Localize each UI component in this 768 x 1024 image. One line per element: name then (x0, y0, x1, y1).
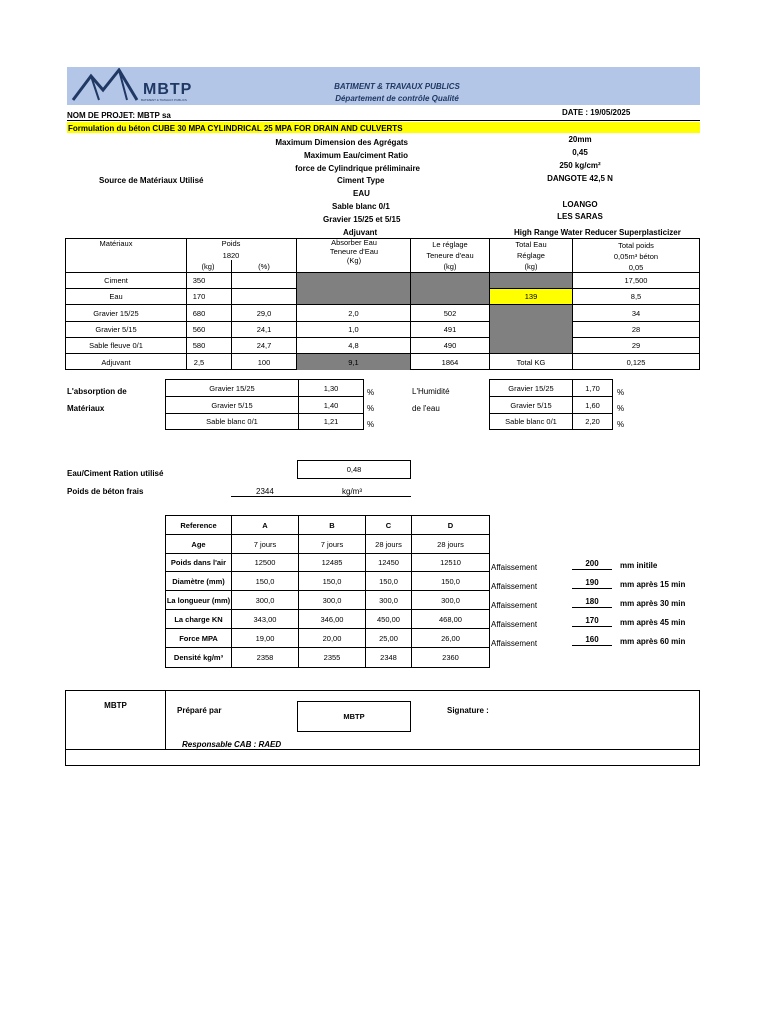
absorption-value: 1,21 (323, 417, 339, 426)
tests-cell: 2355 (323, 653, 341, 662)
slump-note: mm après 15 min (620, 580, 686, 589)
project-date: DATE : 19/05/2025 (562, 108, 631, 117)
logo-subtext: BATIMENT & TRAVAUX PUBLICS (141, 98, 187, 102)
tests-cell: 28 jours (437, 539, 464, 549)
row-material: Ciment (104, 276, 128, 285)
row-absorb: 1,0 (348, 325, 359, 334)
tests-cell: 150,0 (255, 576, 275, 586)
header-reglage-1: Le réglage (432, 239, 468, 249)
slump-label: Affaissement (491, 582, 538, 591)
row-reglage: 1864 (441, 357, 459, 367)
header-reglage-2: Teneure d'eau (426, 250, 474, 260)
row-total-poids: 0,125 (626, 357, 646, 367)
row-kg: 350 (192, 276, 206, 285)
tests-row-label: Force MPA (179, 633, 218, 643)
footer-prepared-value: MBTP (297, 701, 411, 732)
spec-value-3: DANGOTE 42,5 N (547, 174, 613, 183)
slump-label: Affaissement (491, 639, 538, 648)
tests-row-label: La charge KN (174, 614, 223, 624)
tests-cell: 12485 (321, 558, 343, 567)
tests-cell: 2360 (442, 653, 459, 662)
tests-row-label: Densité kg/m³ (173, 653, 224, 662)
humidite-value: 1,70 (585, 383, 600, 393)
slump-value: 160 (585, 635, 599, 644)
spec-value-5: LOANGO (562, 200, 598, 209)
humidite-unit: % (617, 404, 625, 413)
tests-cell: 150,0 (441, 576, 460, 586)
absorption-unit: % (367, 404, 375, 413)
row-absorb: 9,1 (348, 357, 359, 367)
row-reglage: 491 (443, 325, 457, 334)
tests-header-a: A (262, 520, 268, 530)
ratio-value: 0,48 (297, 460, 411, 479)
tests-cell: 450,00 (377, 614, 400, 624)
header-total-eau-1: Total Eau (515, 239, 547, 249)
footer-signature-label: Signature : (447, 706, 489, 715)
humidite-name: Gravier 5/15 (510, 400, 552, 410)
row-total-eau: 139 (524, 292, 538, 301)
header-materiaux: Matériaux (99, 238, 133, 248)
row-total-poids: 17,500 (624, 276, 648, 285)
project-name: NOM DE PROJET: MBTP sa (67, 111, 171, 120)
slump-underline (572, 607, 612, 608)
spec-label-6: Gravier 15/25 et 5/15 (323, 215, 401, 224)
header-absorber-3: (Kg) (346, 256, 362, 265)
slump-note: mm initile (620, 561, 658, 570)
spec-label-7: Adjuvant (343, 228, 378, 237)
absorption-unit: % (367, 420, 375, 429)
tests-row-label: Poids dans l'air (170, 558, 227, 567)
spec-value-7: High Range Water Reducer Superplasticizer (514, 228, 681, 237)
slump-label: Affaissement (491, 620, 538, 629)
tests-header-d: D (447, 520, 454, 530)
header-absorber-1: Absorber Eau (331, 238, 377, 247)
header-poids-total: 1820 (222, 250, 240, 260)
absorption-unit: % (367, 388, 375, 397)
slump-note: mm après 60 min (620, 637, 686, 646)
slump-underline (572, 645, 612, 646)
tests-row-label: Diamètre (mm) (172, 576, 225, 586)
footer-prepared-label: Préparé par (177, 706, 222, 715)
slump-underline (572, 569, 612, 570)
spec-label-4: EAU (353, 189, 370, 198)
humidite-value: 1,60 (585, 400, 600, 410)
row-kg: 580 (192, 341, 206, 350)
footer-org: MBTP (104, 701, 127, 710)
slump-value: 190 (585, 578, 599, 587)
tests-cell: 20,00 (322, 633, 342, 643)
header-kg: (kg) (201, 262, 215, 271)
tests-cell: 150,0 (322, 576, 342, 586)
humidite-unit: % (617, 388, 625, 397)
humidite-label-2: de l'eau (412, 404, 440, 413)
row-kg: 680 (192, 308, 206, 318)
absorption-name: Sable blanc 0/1 (206, 417, 258, 426)
tests-cell: 12450 (378, 558, 399, 567)
slump-value: 200 (585, 559, 599, 568)
slump-value: 180 (585, 597, 599, 606)
tests-cell: 28 jours (375, 539, 402, 549)
row-kg: 560 (192, 325, 206, 334)
header-poids: Poids (221, 238, 241, 248)
tests-cell: 300,0 (379, 595, 398, 605)
tests-cell: 19,00 (255, 633, 275, 643)
row-material: Adjuvant (101, 357, 131, 367)
row-material: Eau (109, 292, 123, 301)
header-reglage-3: (kg) (443, 262, 457, 271)
header-total-poids-1: Total poids (618, 240, 654, 250)
slump-underline (572, 588, 612, 589)
row-absorb: 2,0 (348, 308, 359, 318)
slump-underline (572, 626, 612, 627)
tests-cell: 25,00 (379, 633, 398, 643)
header-total-eau-3: (kg) (524, 262, 538, 271)
tests-cell: 26,00 (441, 633, 460, 643)
header-subtitle: Département de contrôle Qualité (335, 94, 459, 103)
spec-value-2: 250 kg/cm² (559, 161, 601, 170)
row-total-poids: 34 (631, 308, 641, 318)
header-banner (67, 67, 700, 105)
slump-label: Affaissement (491, 601, 538, 610)
row-pct: 100 (257, 357, 271, 367)
tests-cell: 468,00 (439, 614, 462, 624)
ratio-label: Eau/Ciment Ration utilisé (67, 469, 164, 478)
row-total-poids: 29 (631, 341, 641, 350)
tests-cell: 150,0 (379, 576, 398, 586)
humidite-unit: % (617, 420, 625, 429)
tests-cell: 12500 (254, 558, 276, 567)
humidite-value: 2,20 (585, 417, 600, 426)
row-absorb: 4,8 (348, 341, 359, 350)
tests-header-b: B (329, 520, 335, 530)
spec-value-0: 20mm (568, 135, 592, 144)
slump-note: mm après 45 min (620, 618, 686, 627)
header-total-eau-2: Réglage (517, 250, 545, 260)
absorption-name: Gravier 15/25 (209, 383, 255, 393)
row-pct: 29,0 (256, 308, 272, 318)
slump-note: mm après 30 min (620, 599, 686, 608)
row-kg: 170 (192, 292, 206, 301)
divider (67, 120, 700, 121)
humidite-name: Gravier 15/25 (508, 383, 554, 393)
row-kg: 2,5 (193, 357, 205, 367)
tests-cell: 343,00 (253, 614, 277, 624)
absorption-label-2: Matériaux (67, 404, 105, 413)
header-total-poids-2: 0,05m³ béton (613, 251, 659, 261)
weight-label: Poids de béton frais (67, 487, 144, 496)
weight-value: 2344 (256, 487, 274, 496)
humidite-label-1: L'Humidité (412, 387, 450, 396)
humidite-name: Sable blanc 0/1 (505, 417, 557, 426)
tests-cell: 7 jours (253, 539, 277, 549)
spec-label-3: Ciment Type (337, 176, 385, 185)
absorption-value: 1,30 (323, 383, 339, 393)
row-pct: 24,1 (256, 325, 272, 334)
row-total-eau: Total KG (516, 357, 546, 367)
tests-cell: 7 jours (320, 539, 344, 549)
tests-cell: 2348 (380, 653, 397, 662)
spec-value-1: 0,45 (572, 148, 588, 157)
row-pct: 24,7 (256, 341, 272, 350)
spec-label-2: force de Cylindrique préliminaire (295, 164, 420, 173)
tests-cell: 300,0 (255, 595, 275, 605)
absorption-label-1: L'absorption de (67, 387, 127, 396)
source-label: Source de Matériaux Utilisé (99, 176, 204, 185)
tests-header-c: C (385, 520, 392, 530)
spec-label-5: Sable blanc 0/1 (332, 202, 390, 211)
tests-cell: 300,0 (441, 595, 460, 605)
row-reglage: 502 (443, 308, 457, 318)
slump-label: Affaissement (491, 563, 538, 572)
header-title: BATIMENT & TRAVAUX PUBLICS (334, 82, 460, 91)
weight-unit: kg/m³ (342, 487, 362, 496)
logo-text: MBTP (143, 81, 193, 98)
spec-value-6: LES SARAS (557, 212, 603, 221)
row-material: Sable fleuve 0/1 (89, 341, 143, 350)
row-material: Gravier 5/15 (95, 325, 137, 334)
tests-header-reference: Reference (180, 520, 217, 530)
tests-cell: 2358 (256, 653, 274, 662)
tests-cell: 12510 (440, 558, 461, 567)
header-total-poids-3: 0,05 (628, 263, 644, 272)
slump-value: 170 (585, 616, 599, 625)
row-reglage: 490 (443, 341, 457, 350)
formulation-text: Formulation du béton CUBE 30 MPA CYLINDRICAL 25 MPA FOR DRAIN AND CULVERTS (68, 124, 403, 133)
footer-responsible: Responsable CAB : RAED (182, 740, 282, 749)
row-total-poids: 28 (631, 325, 641, 334)
spec-label-1: Maximum Eau/ciment Ratio (303, 151, 408, 160)
absorption-name: Gravier 5/15 (211, 400, 253, 410)
spec-label-0: Maximum Dimension des Agrégats (275, 138, 408, 147)
tests-row-label: Age (191, 539, 206, 549)
tests-cell: 300,0 (322, 595, 342, 605)
row-material: Gravier 15/25 (93, 308, 139, 318)
tests-cell: 346,00 (320, 614, 344, 624)
absorption-value: 1,40 (323, 400, 339, 410)
tests-row-label: La longueur (mm) (166, 595, 231, 605)
row-total-poids: 8,5 (630, 292, 642, 301)
header-pct: (%) (258, 262, 270, 271)
header-absorber-2: Teneure d'Eau (329, 247, 379, 256)
